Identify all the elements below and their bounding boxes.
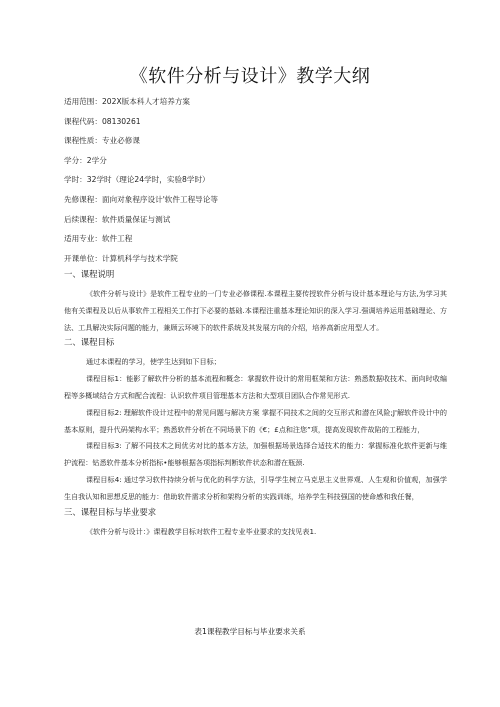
document-body xyxy=(64,268,447,540)
prerequisites-line: 先修课程：面向对象程序设计'软件工程导论等 xyxy=(64,194,218,204)
goal-3-paragraph: 课程目标3: 了解不同技术之间优劣对比的基本方法，加强根据场景选择合适技术的能力：掌握标准化软件更新与维护流程：钻悉软件基本分析指标•能够根据各项指标判断软件状态和潜在瓶颈. xyxy=(64,441,447,468)
goals-requirements-paragraph: 《软件分析与设计：》课程教学目标对软件工程专业毕业要求的支找见表1. xyxy=(86,526,317,536)
course-nature-line: 课程性质：专业必修课 xyxy=(64,136,140,146)
department-line: 开课单位：计算机科学与技术学院 xyxy=(64,253,178,263)
major-line: 适用专业：软件工程 xyxy=(64,234,133,244)
section-heading-course-description: 一、课程说明 xyxy=(64,269,115,279)
followup-courses-line: 后续课程：软件质量保证与测试 xyxy=(64,214,171,224)
scope-line: 适用范围：202X版本科人才培养方案 xyxy=(64,97,191,106)
goals-intro-paragraph: 通过本课程的学习，使学生达到如下目标； xyxy=(86,357,221,367)
course-code-line: 课程代码：08130261 xyxy=(64,116,141,126)
table-caption: 表1课程教学目标与毕业要求关系 xyxy=(194,627,306,636)
hours-line: 学时：32学时（理论24学时，实验8学时） xyxy=(64,175,210,185)
goal-2-paragraph: 课程目标2: 理解软件设计过程中的常见问题与解决方案 掌握不同技术之间的交互形式和潜在风险;J'解软件设计中的基本原则，提升代码架构水平；熟悉软件分析在不同场景下的《€；£点和注您”项，提高发现软件故陷的工程能力， xyxy=(64,407,447,434)
credits-line: 学分：2学分 xyxy=(64,155,107,165)
goal-4-paragraph: 课程目标4: 通过学习软件持续分析与优化的科学方法，引导学生树立马克思主义世界观、人生观和价值观，加强学生自我认知和思想反思的能力：借助软件需求分析和架构分析的实践训练，培养学生科技强国的使命感和我任餐， xyxy=(64,474,447,501)
goal-1-paragraph: 课程目标1：能影了解软件分析的基本流程和概念：掌握软件设计的常用框架和方法：熟悉数据收技术、面向时收编程等多概域结合方式和配合流程：认识软件项目管理基本方法和大型项目团队合作常见形式. xyxy=(64,374,447,400)
course-info xyxy=(64,96,464,272)
document-title: 《软件分析与设计》教学大纲 xyxy=(129,66,371,87)
section-heading-course-goals: 二、课程目标 xyxy=(64,337,115,348)
section-heading-goals-requirements: 三、课程目标与毕业要求 xyxy=(64,506,157,517)
course-description-paragraph: 《软件分析与设计》是软件工程专业的一门专业必修课程.本课程主要传授软件分析与设计基本理论与方法,为学习其他有关课程及以后从事软件工程相关工作打下必要的基础.本课程注重基本理论知识的深入学习.强调培养运用基础理论、方法、工具解决实际问题的能力，兼顾云环境下的软件系统及其发展方向的介绍，培养高新应用型人才。 xyxy=(64,289,447,332)
